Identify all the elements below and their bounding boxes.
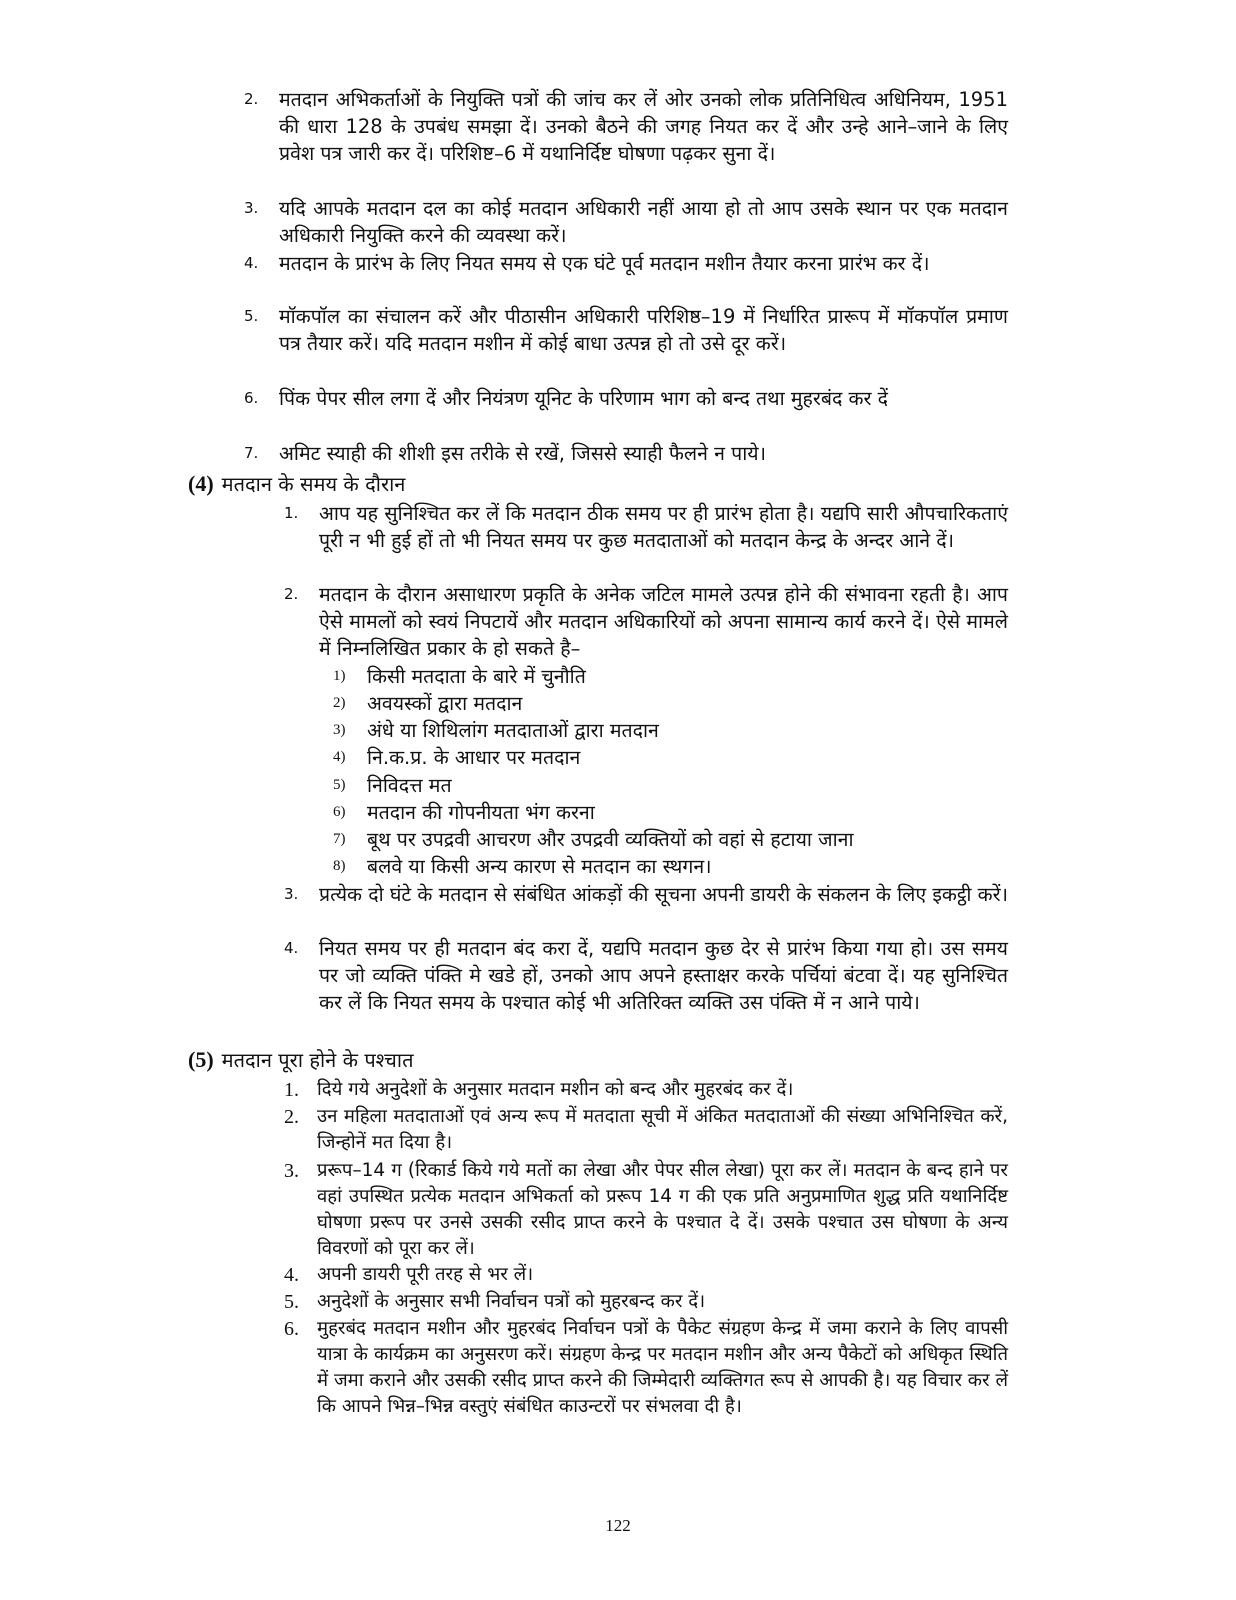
item-number: 6. xyxy=(284,1318,299,1340)
list-item xyxy=(284,1158,1008,1262)
item-text: अमिट स्याही की शीशी इस तरीके से रखें, जिससे स्याही फैलने न पाये। xyxy=(279,442,766,465)
item-text: मुहरबंद मतदान मशीन और मुहरबंद निर्वाचन पत्रों के पैकेट संग्रहण केन्द्र में जमा कराने के लिए वापसी यात्रा के कार्यक्रम का अनुसरण करें। संग्रहण केन्द्र पर मतदान मशीन और अन्य पैकेटों को अधिकृत स्थिति में जमा कराने और उसकी रसीद प्राप्त करने की जिम्मेदारी व्यक्तिगत रूप से आपकी है। यह विचार कर लें कि आपने भिन्न–भिन्न वस्तुएं संबंधित काउन्टरों पर संभलवा दी है। xyxy=(317,1318,1008,1417)
item-text: मतदान के दौरान असाधारण प्रकृति के अनेक जटिल मामले उत्पन्न होने की संभावना रहती है। आप ऐसे मामलों को स्वयं निपटायें और मतदान अधिकारियों को अपना सामान्य कार्य करने दें। ऐसे मामले में निम्नलिखित प्रकार के हो सकते है– xyxy=(319,583,1008,660)
list-item xyxy=(284,1104,1008,1156)
sub-list-item xyxy=(333,663,993,690)
list-item xyxy=(244,440,1008,467)
sub-item-number: 2) xyxy=(333,695,346,711)
section-number: (4) xyxy=(188,471,214,496)
item-number: 3. xyxy=(284,885,299,903)
item-text: आप यह सुनिश्चित कर लें कि मतदान ठीक समय पर ही प्रारंभ होता है। यद्यपि सारी औपचारिकताएं पूरी न भी हुई हों तो भी नियत समय पर कुछ मतदाताओं को मतदान केन्द्र के अन्दर आने दें। xyxy=(319,502,1008,552)
list-item xyxy=(284,881,1008,908)
sub-list-item xyxy=(333,717,993,744)
item-text: प्ररूप–14 ग (रिकार्ड किये गये मतों का लेखा और पेपर सील लेखा) पूरा कर लें। मतदान के बन्द हाने पर वहां उपस्थित प्रत्येक मतदान अभिकर्ता को प्ररूप 14 ग की एक प्रति अनुप्रमाणित शुद्ध प्रति यथानिर्दिष्ट घोषणा प्ररूप पर उनसे उसकी रसीद प्राप्त करने के पश्चात दे दें। उसके पश्चात उस घोषणा के अन्य विवरणों को पूरा कर लें। xyxy=(317,1160,1008,1259)
list-item xyxy=(244,195,1008,249)
sub-item-text: अवयस्कों द्वारा मतदान xyxy=(367,692,523,715)
page-number: 122 xyxy=(605,1516,631,1535)
section-number: (5) xyxy=(188,1047,214,1072)
item-text: मतदान के प्रारंभ के लिए नियत समय से एक घंटे पूर्व मतदान मशीन तैयार करना प्रारंभ कर दें। xyxy=(279,252,930,275)
list-item xyxy=(244,250,1008,277)
section-heading xyxy=(188,470,405,498)
item-number: 5. xyxy=(284,1291,299,1313)
item-text: यदि आपके मतदान दल का कोई मतदान अधिकारी नहीं आया हो तो आप उसके स्थान पर एक मतदान अधिकारी नियुक्ति करने की व्यवस्था करें। xyxy=(279,197,1008,247)
list-item xyxy=(244,86,1008,167)
item-number: 4. xyxy=(284,1264,299,1286)
item-text: उन महिला मतदाताओं एवं अन्य रूप में मतदाता सूची में अंकित मतदाताओं की संख्या अभिनिश्चित करें, जिन्होनें मत दिया है। xyxy=(317,1106,1008,1153)
item-text: अपनी डायरी पूरी तरह से भर लें। xyxy=(317,1264,534,1285)
item-text: नियत समय पर ही मतदान बंद करा दें, यद्यपि मतदान कुछ देर से प्रारंभ किया गया हो। उस समय पर जो व्यक्ति पंक्ति मे खडे हों, उनको आप अपने हस्ताक्षर करके पर्चियां बंटवा दें। यह सुनिश्चित कर लें कि नियत समय के पश्चात कोई भी अतिरिक्त व्यक्ति उस पंक्ति में न आने पाये। xyxy=(319,937,1008,1014)
item-number: 4. xyxy=(244,254,259,272)
section-title: मतदान पूरा होने के पश्चात xyxy=(221,1048,414,1072)
item-number: 7. xyxy=(244,444,259,462)
item-text: अनुदेशों के अनुसार सभी निर्वाचन पत्रों को मुहरबन्द कर दें। xyxy=(317,1291,706,1312)
item-number: 3. xyxy=(284,1160,299,1182)
item-text: पिंक पेपर सील लगा दें और नियंत्रण यूनिट के परिणाम भाग को बन्द तथा मुहरबंद कर दें xyxy=(279,387,889,410)
item-number: 5. xyxy=(244,307,259,325)
sub-item-number: 7) xyxy=(333,831,346,847)
list-item xyxy=(244,385,1008,412)
list-item xyxy=(284,1262,1008,1288)
item-number: 2. xyxy=(284,1106,299,1128)
sub-item-text: नि.क.प्र. के आधार पर मतदान xyxy=(367,746,581,769)
list-item xyxy=(244,303,1008,357)
list-item xyxy=(284,1289,1008,1315)
sub-item-number: 5) xyxy=(333,777,346,793)
list-item xyxy=(284,500,1008,554)
sub-item-text: निविदत्त मत xyxy=(367,774,452,797)
sub-list-item xyxy=(333,772,993,799)
sub-list-item xyxy=(333,826,993,853)
item-number: 6. xyxy=(244,389,259,407)
sub-list-item xyxy=(333,690,993,717)
item-number: 4. xyxy=(284,939,299,957)
item-text: मतदान अभिकर्ताओं के नियुक्ति पत्रों की जांच कर लें ओर उनको लोक प्रतिनिधित्व अधिनियम, 1951 की धारा 128 के उपबंध समझा दें। उनको बैठने की जगह नियत कर दें और उन्हे आने–जाने के लिए प्रवेश पत्र जारी कर दें। परिशिष्ट–6 में यथानिर्दिष्ट घोषणा पढ़कर सुना दें। xyxy=(279,88,1008,165)
item-number: 2. xyxy=(284,585,299,603)
sub-list-item xyxy=(333,799,993,826)
list-item xyxy=(284,935,1008,1016)
sub-item-text: अंधे या शिथिलांग मतदाताओं द्वारा मतदान xyxy=(367,719,659,742)
list-item xyxy=(284,1077,1008,1103)
section-title: मतदान के समय के दौरान xyxy=(221,472,406,496)
sub-item-number: 6) xyxy=(333,804,346,820)
item-number: 1. xyxy=(284,504,299,522)
sub-item-number: 8) xyxy=(333,858,346,874)
sub-item-text: किसी मतदाता के बारे में चुनौति xyxy=(367,665,586,688)
sub-list-item xyxy=(333,744,993,771)
list-item xyxy=(284,1316,1008,1420)
item-number: 2. xyxy=(244,90,259,108)
sub-list-item xyxy=(333,853,993,880)
sub-item-text: मतदान की गोपनीयता भंग करना xyxy=(367,801,595,824)
item-text: मॉकपॉल का संचालन करें और पीठासीन अधिकारी परिशिष्ठ–19 में निर्धारित प्रारूप में मॉकपॉल प्रमाण पत्र तैयार करें। यदि मतदान मशीन में कोई बाधा उत्पन्न हो तो उसे दूर करें। xyxy=(279,305,1008,355)
item-number: 1. xyxy=(284,1079,299,1101)
sub-item-number: 3) xyxy=(333,722,346,738)
sub-item-text: बूथ पर उपद्रवी आचरण और उपद्रवी व्यक्तियों को वहां से हटाया जाना xyxy=(367,828,854,851)
item-text: प्रत्येक दो घंटे के मतदान से संबंधित आंकड़ों की सूचना अपनी डायरी के संकलन के लिए इकट्ठी करें। xyxy=(319,883,1009,906)
item-text: दिये गये अनुदेशों के अनुसार मतदान मशीन को बन्द और मुहरबंद कर दें। xyxy=(317,1079,794,1100)
section-heading xyxy=(188,1046,413,1074)
item-number: 3. xyxy=(244,199,259,217)
sub-item-number: 1) xyxy=(333,668,346,684)
list-item xyxy=(284,581,1008,662)
sub-item-text: बलवे या किसी अन्य कारण से मतदान का स्थगन। xyxy=(367,855,712,878)
sub-item-number: 4) xyxy=(333,749,346,765)
